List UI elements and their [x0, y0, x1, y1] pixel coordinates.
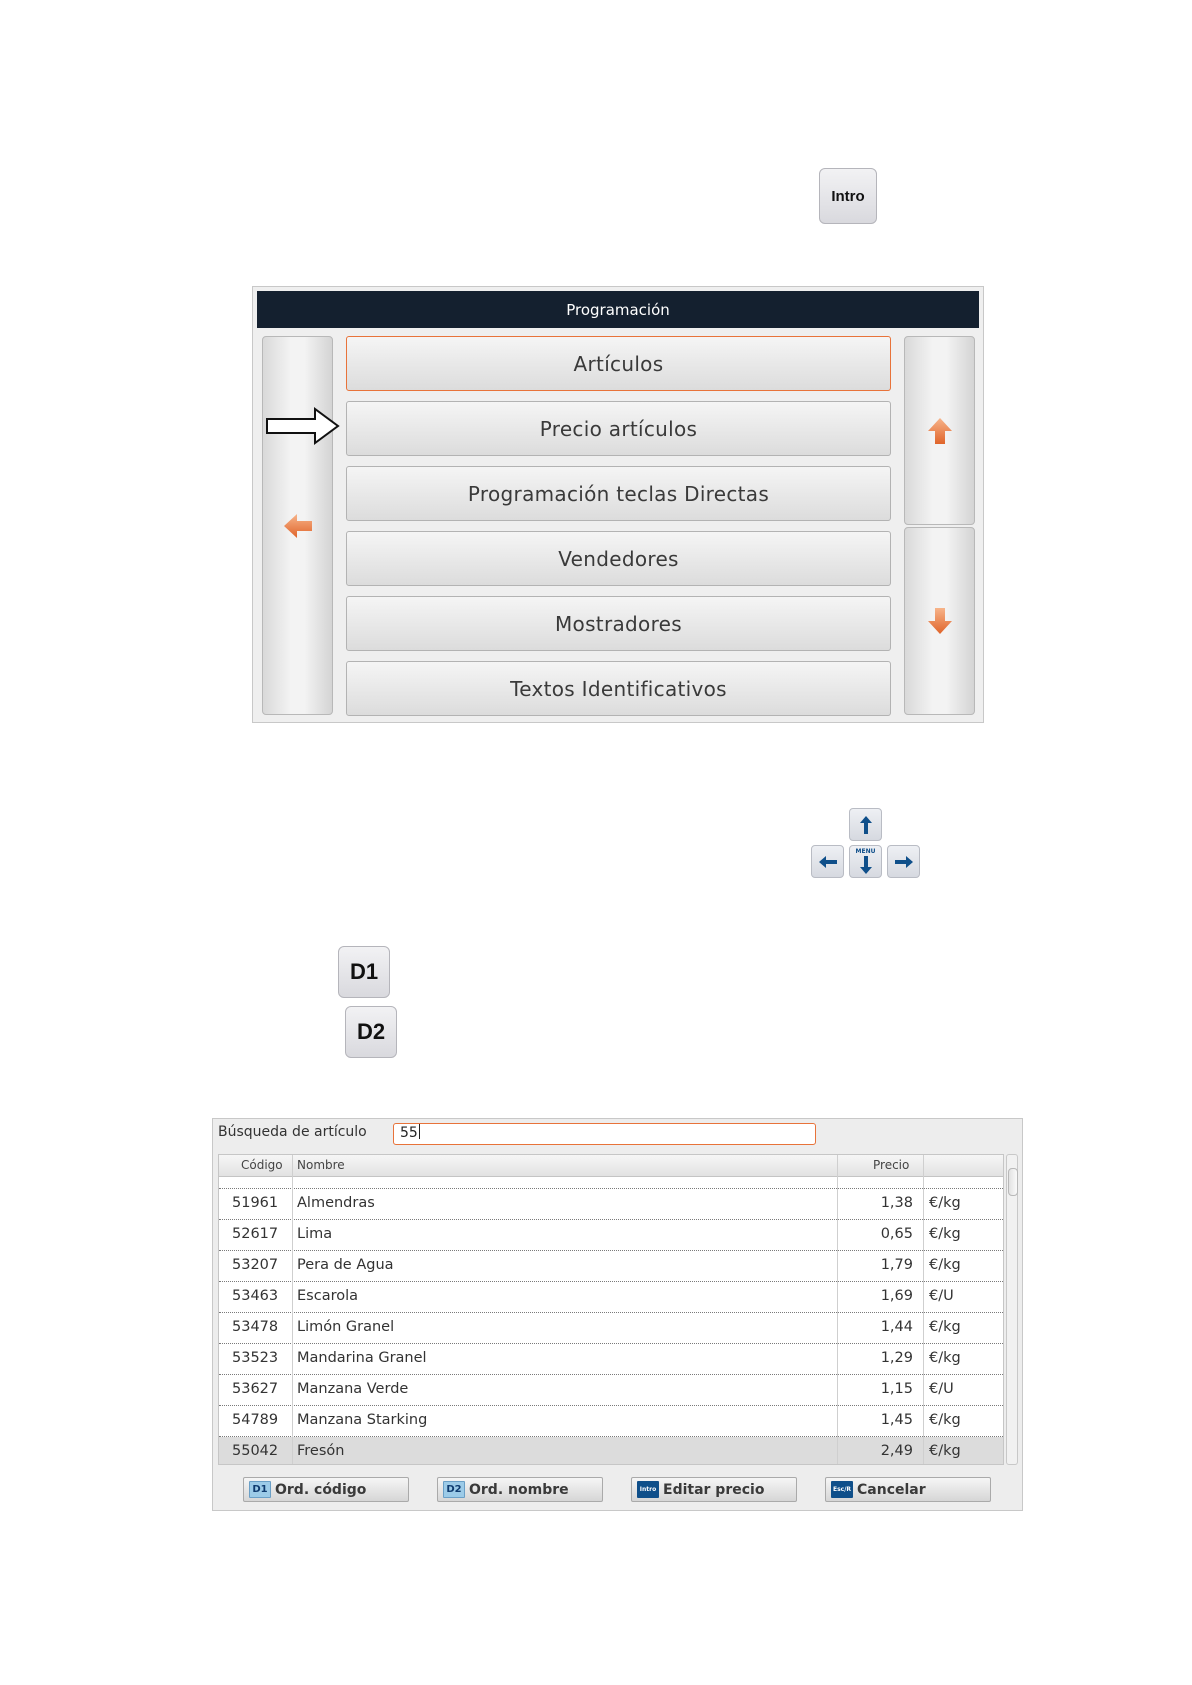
intro-key[interactable]: Intro [819, 168, 877, 224]
sort-by-name-button[interactable] [437, 1477, 603, 1502]
table-row[interactable] [219, 1189, 1003, 1220]
column-divider [292, 1155, 293, 1464]
back-button[interactable] [262, 336, 333, 715]
cell-price: 1,29 [880, 1350, 913, 1366]
table-scrollbar[interactable] [1006, 1154, 1018, 1465]
arrow-down-icon [858, 855, 874, 875]
table-row[interactable] [219, 1344, 1003, 1375]
cell-unit: €/kg [929, 1195, 961, 1211]
cell-code: 54789 [232, 1412, 279, 1428]
table-row[interactable] [219, 1220, 1003, 1251]
scrollbar-thumb[interactable] [1008, 1168, 1018, 1196]
cell-name: Manzana Verde [297, 1381, 409, 1397]
panel-title: Programación [257, 291, 979, 328]
cell-unit: €/U [929, 1381, 954, 1397]
menu-item-vendedores[interactable]: Vendedores [346, 531, 891, 586]
column-header-name[interactable]: Nombre [297, 1158, 345, 1172]
cell-price: 1,15 [880, 1381, 913, 1397]
cell-code: 52617 [232, 1226, 279, 1242]
sort-by-code-label: Ord. código [275, 1481, 367, 1498]
nav-left-key[interactable] [811, 845, 844, 878]
cell-price: 1,45 [880, 1412, 913, 1428]
column-divider [923, 1155, 924, 1464]
table-row[interactable] [219, 1437, 1003, 1465]
cell-code: 53207 [232, 1257, 279, 1273]
cell-price: 0,65 [880, 1226, 913, 1242]
arrow-up-icon [858, 815, 874, 835]
cell-name: Fresón [297, 1443, 345, 1459]
search-input[interactable] [393, 1123, 816, 1145]
sort-by-code-button[interactable] [243, 1477, 409, 1502]
arrow-left-icon [818, 854, 838, 870]
menu-key-label: MENU [855, 848, 876, 855]
table-row[interactable] [219, 1406, 1003, 1437]
menu-item-precio-articulos[interactable]: Precio artículos [346, 401, 891, 456]
cancel-label: Cancelar [857, 1481, 926, 1498]
cell-name: Limón Granel [297, 1319, 395, 1335]
cell-code: 53627 [232, 1381, 279, 1397]
table-row[interactable] [219, 1313, 1003, 1344]
cell-code: 55042 [232, 1443, 279, 1459]
edit-price-label: Editar precio [663, 1481, 765, 1498]
column-header-code[interactable]: Código [241, 1158, 283, 1172]
cell-price: 1,79 [880, 1257, 913, 1273]
scroll-down-button[interactable] [904, 527, 975, 715]
cell-code: 53463 [232, 1288, 279, 1304]
arrow-up-icon [926, 416, 954, 446]
cell-name: Almendras [297, 1195, 375, 1211]
arrow-left-icon [282, 512, 314, 540]
nav-menu-down-key[interactable] [849, 845, 882, 878]
table-row-partial[interactable] [219, 1155, 1003, 1189]
cell-name: Lima [297, 1226, 333, 1242]
menu-item-textos-identificativos[interactable]: Textos Identificativos [346, 661, 891, 716]
cell-unit: €/kg [929, 1319, 961, 1335]
cell-price: 1,69 [880, 1288, 913, 1304]
d2-key[interactable]: D2 [345, 1006, 397, 1058]
table-row[interactable] [219, 1282, 1003, 1313]
article-search-panel [212, 1118, 1023, 1511]
articles-table [218, 1154, 1004, 1465]
menu-item-mostradores[interactable]: Mostradores [346, 596, 891, 651]
cancel-button[interactable] [825, 1477, 991, 1502]
pointer-arrow-icon [265, 407, 341, 445]
esc-badge: Esc/R [831, 1481, 853, 1498]
cell-price: 1,44 [880, 1319, 913, 1335]
sort-by-name-label: Ord. nombre [469, 1481, 569, 1498]
menu-item-programacion-teclas[interactable]: Programación teclas Directas [346, 466, 891, 521]
text-caret [419, 1124, 420, 1139]
cell-name: Pera de Agua [297, 1257, 394, 1273]
nav-up-key[interactable] [849, 808, 882, 841]
edit-price-button[interactable] [631, 1477, 797, 1502]
search-input-value: 55 [400, 1125, 418, 1141]
arrow-down-icon [926, 606, 954, 636]
arrow-right-icon [894, 854, 914, 870]
cell-code: 53523 [232, 1350, 279, 1366]
cell-price: 2,49 [880, 1443, 913, 1459]
d2-badge: D2 [443, 1481, 465, 1498]
search-label: Búsqueda de artículo [218, 1124, 367, 1140]
column-header-price[interactable]: Precio [873, 1158, 910, 1172]
cell-unit: €/kg [929, 1412, 961, 1428]
d1-key[interactable]: D1 [338, 946, 390, 998]
cell-unit: €/kg [929, 1226, 961, 1242]
scroll-up-button[interactable] [904, 336, 975, 525]
menu-item-articulos[interactable]: Artículos [346, 336, 891, 391]
d1-badge: D1 [249, 1481, 271, 1498]
cell-unit: €/kg [929, 1257, 961, 1273]
column-divider [837, 1155, 838, 1464]
table-row[interactable] [219, 1375, 1003, 1406]
cell-unit: €/kg [929, 1443, 961, 1459]
programacion-panel [252, 286, 984, 723]
nav-right-key[interactable] [887, 845, 920, 878]
intro-badge: Intro [637, 1481, 659, 1498]
cell-code: 53478 [232, 1319, 279, 1335]
cell-name: Manzana Starking [297, 1412, 428, 1428]
cell-code: 51961 [232, 1195, 279, 1211]
cell-unit: €/U [929, 1288, 954, 1304]
table-row[interactable] [219, 1251, 1003, 1282]
cell-name: Escarola [297, 1288, 359, 1304]
cell-unit: €/kg [929, 1350, 961, 1366]
cell-name: Mandarina Granel [297, 1350, 427, 1366]
cell-price: 1,38 [880, 1195, 913, 1211]
